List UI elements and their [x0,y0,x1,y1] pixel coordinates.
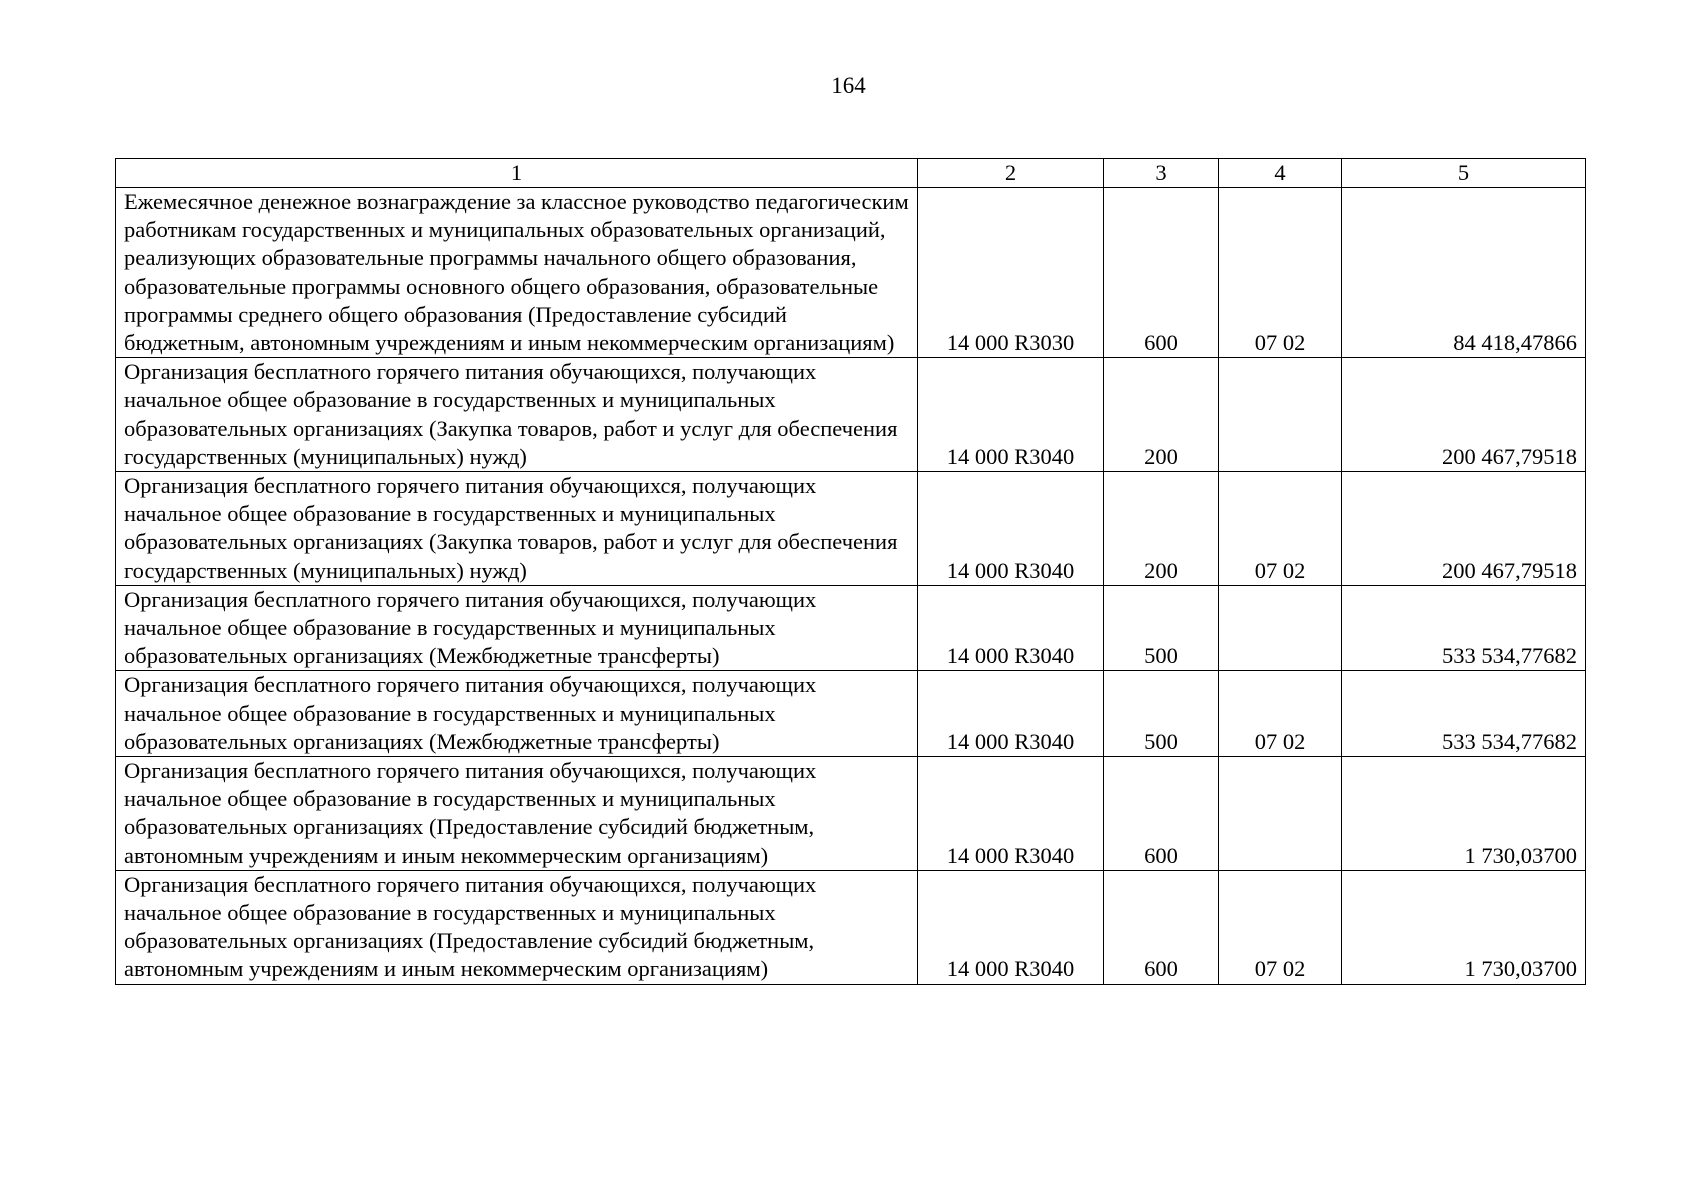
row-expense-type: 500 [1104,585,1219,671]
row-section [1219,585,1342,671]
row-code: 14 000 R3040 [918,358,1104,472]
row-section [1219,358,1342,472]
table-row [116,585,1586,671]
table-header-row [116,159,1586,188]
row-expense-type: 600 [1104,870,1219,984]
row-amount: 1 730,03700 [1342,870,1586,984]
row-section: 07 02 [1219,472,1342,586]
row-section: 07 02 [1219,671,1342,757]
column-header-4: 4 [1219,159,1342,188]
row-amount: 533 534,77682 [1342,671,1586,757]
row-code: 14 000 R3040 [918,585,1104,671]
row-code: 14 000 R3030 [918,188,1104,358]
row-amount: 533 534,77682 [1342,585,1586,671]
row-expense-type: 600 [1104,757,1219,871]
table-row [116,358,1586,472]
row-code: 14 000 R3040 [918,472,1104,586]
row-amount: 200 467,79518 [1342,358,1586,472]
column-header-2: 2 [918,159,1104,188]
table-row [116,671,1586,757]
column-header-1: 1 [116,159,918,188]
row-code: 14 000 R3040 [918,870,1104,984]
row-description: Организация бесплатного горячего питания обучающихся, получающих начальное общее образование в государственных и муниципальных образовательных организациях (Предоставление субсидий бюджетным, автономным учреждениям и иным некоммерческим организациям) [116,870,918,984]
row-expense-type: 600 [1104,188,1219,358]
row-description: Организация бесплатного горячего питания обучающихся, получающих начальное общее образование в государственных и муниципальных образовательных организациях (Закупка товаров, работ и услуг для обеспечения государственных (муниципальных) нужд) [116,358,918,472]
table-row [116,472,1586,586]
row-amount: 84 418,47866 [1342,188,1586,358]
row-description: Ежемесячное денежное вознаграждение за классное руководство педагогическим работникам государственных и муниципальных образовательных организаций, реализующих образовательные программы начального общего образования, образовательные программы основного общего образования, образовательные программы среднего общего образования (Предоставление субсидий бюджетным, автономным учреждениям и иным некоммерческим организациям) [116,188,918,358]
column-header-3: 3 [1104,159,1219,188]
row-description: Организация бесплатного горячего питания обучающихся, получающих начальное общее образование в государственных и муниципальных образовательных организациях (Межбюджетные трансферты) [116,585,918,671]
budget-table [115,158,1586,985]
row-expense-type: 200 [1104,358,1219,472]
row-description: Организация бесплатного горячего питания обучающихся, получающих начальное общее образование в государственных и муниципальных образовательных организациях (Межбюджетные трансферты) [116,671,918,757]
row-amount: 200 467,79518 [1342,472,1586,586]
column-header-5: 5 [1342,159,1586,188]
table-row [116,188,1586,358]
row-code: 14 000 R3040 [918,671,1104,757]
row-description: Организация бесплатного горячего питания обучающихся, получающих начальное общее образование в государственных и муниципальных образовательных организациях (Закупка товаров, работ и услуг для обеспечения государственных (муниципальных) нужд) [116,472,918,586]
page-number: 164 [831,73,866,98]
row-description: Организация бесплатного горячего питания обучающихся, получающих начальное общее образование в государственных и муниципальных образовательных организациях (Предоставление субсидий бюджетным, автономным учреждениям и иным некоммерческим организациям) [116,757,918,871]
table-row [116,757,1586,871]
row-section [1219,757,1342,871]
table-row [116,870,1586,984]
row-expense-type: 200 [1104,472,1219,586]
row-expense-type: 500 [1104,671,1219,757]
row-section: 07 02 [1219,870,1342,984]
row-section: 07 02 [1219,188,1342,358]
row-code: 14 000 R3040 [918,757,1104,871]
row-amount: 1 730,03700 [1342,757,1586,871]
